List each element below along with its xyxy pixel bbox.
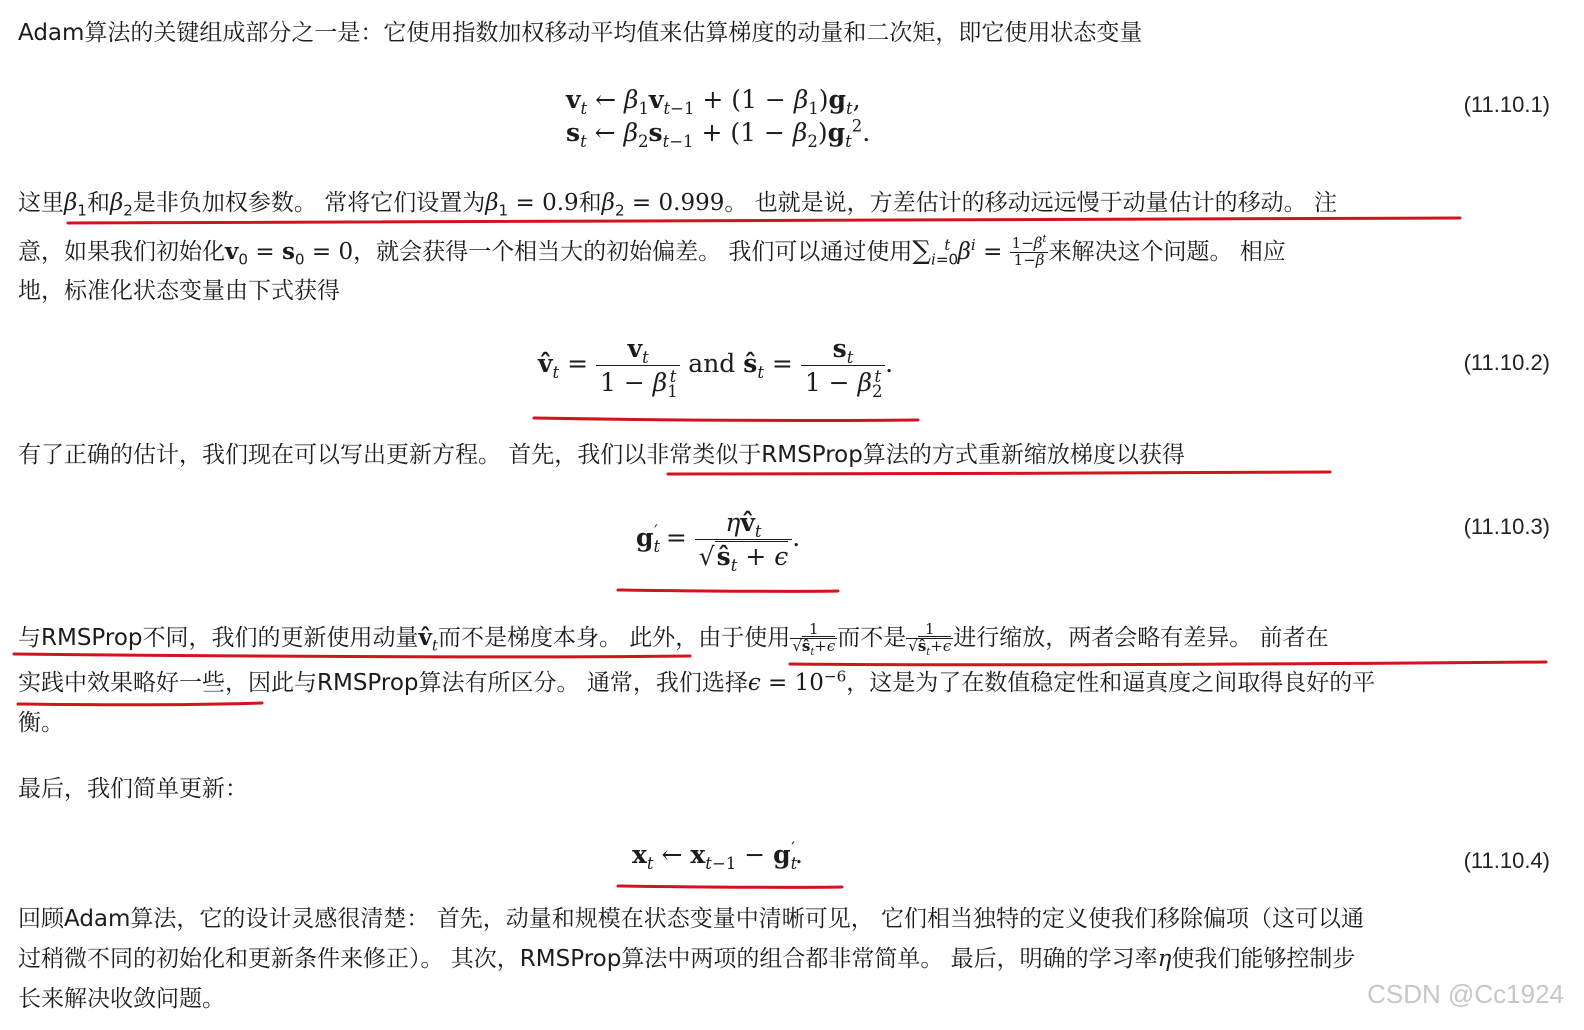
watermark: CSDN @Cc1924 [1367, 979, 1564, 1009]
paragraph-final-update: 最后，我们简单更新： [18, 776, 248, 802]
equation-parameter-update: $x_t$ ← $x_{t-1} - g_t'$. [632, 838, 803, 873]
paragraph-intro: Adam算法的关键组成部分之一是：它使用指数加权移动平均值来估算梯度的动量和二次矩，即它使用状态变量 [18, 20, 1143, 46]
underline-eq3 [618, 590, 838, 591]
underline-rescale [668, 472, 1330, 474]
paragraph-rmsprop-compare-line2: 实践中效果略好一些，因此与RMSProp算法有所区分。 通常，我们选择$\epsilon = 10^{-6}$，这是为了在数值稳定性和逼真度之间取得良好的平 [18, 667, 1376, 696]
paragraph-review-line3: 长来解决收敛问题。 [18, 986, 225, 1012]
underline-eq2 [534, 418, 918, 420]
paragraph-rmsprop-compare-line3: 衡。 [18, 710, 64, 736]
paragraph-review: 回顾Adam算法，它的设计灵感很清楚： 首先，动量和规模在状态变量中清晰可见， 它们相当独特的定义使我们移除偏项（这可以通 [18, 906, 1365, 932]
equation-number-1: (11.10.1) [1463, 92, 1550, 117]
underline-momentum [14, 654, 690, 657]
equation-rescaled-gradient: $g_t'$ = $\frac{\eta v̂_t}{√ŝ_t + \epsilon}$ . [636, 508, 801, 575]
equation-number-3: (11.10.3) [1463, 514, 1550, 539]
paragraph-review-line2: 过稍微不同的初始化和更新条件来修正）。 其次，RMSProp算法中两项的组合都非常简单。 最后，明确的学习率η使我们能够控制步 [18, 946, 1356, 972]
paragraph-update-intro: 有了正确的估计，我们现在可以写出更新方程。 首先，我们以非常类似于RMSProp算法的方式重新缩放梯度以获得 [18, 442, 1185, 468]
underline-scaling [790, 662, 1546, 665]
equation-number-4: (11.10.4) [1463, 848, 1550, 873]
paragraph-rmsprop-compare: 与RMSProp不同，我们的更新使用动量$v̂_t$而不是梯度本身。 此外，由于使用 $\frac{1}{√ŝ_t+\epsilon}$ 而不是 $\frac{1}{√ŝ_t+\epsilon}$ 进行缩放，两者会略有差异。 前者在 [18, 620, 1329, 658]
paragraph-parameters-line2: 意，如果我们初始化$v_0 = s_0 = 0$，就会获得一个相当大的初始偏差。 我们可以通过使用$\sum_{i=0}^t$ $\beta^i$ = $\frac{1-\beta^t}{1-\beta}$ 来解决这个问题。 相应 [18, 234, 1286, 269]
equation-bias-correction: $v̂_t$ = $\frac{v_t}{1 - \beta_1^t}$ and $ŝ_t$ = $\frac{s_t}{1 - \beta_2^t}$ . [538, 334, 894, 401]
paragraph-parameters-line3: 地，标准化状态变量由下式获得 [18, 278, 340, 304]
underline-practice [18, 703, 262, 705]
equation-number-2: (11.10.2) [1463, 350, 1550, 375]
paragraph-parameters: 这里$\beta_1$和$\beta_2$是非负加权参数。 常将它们设置为$\beta_1 = 0.9$和$\beta_2 = 0.999$。 也就是说，方差估计的移动远远慢于动量估计的移动。 注 [18, 190, 1337, 220]
equation-state-updates: $v_t$ ← $\beta_1v_{t-1} + (1 - \beta_1)g_t$, $s_t$ ← $\beta_2s_{t-1} + (1 - \beta_2)g_t^2$. [566, 85, 871, 151]
underline-parameters [68, 218, 1460, 223]
underline-eq4 [618, 886, 842, 887]
